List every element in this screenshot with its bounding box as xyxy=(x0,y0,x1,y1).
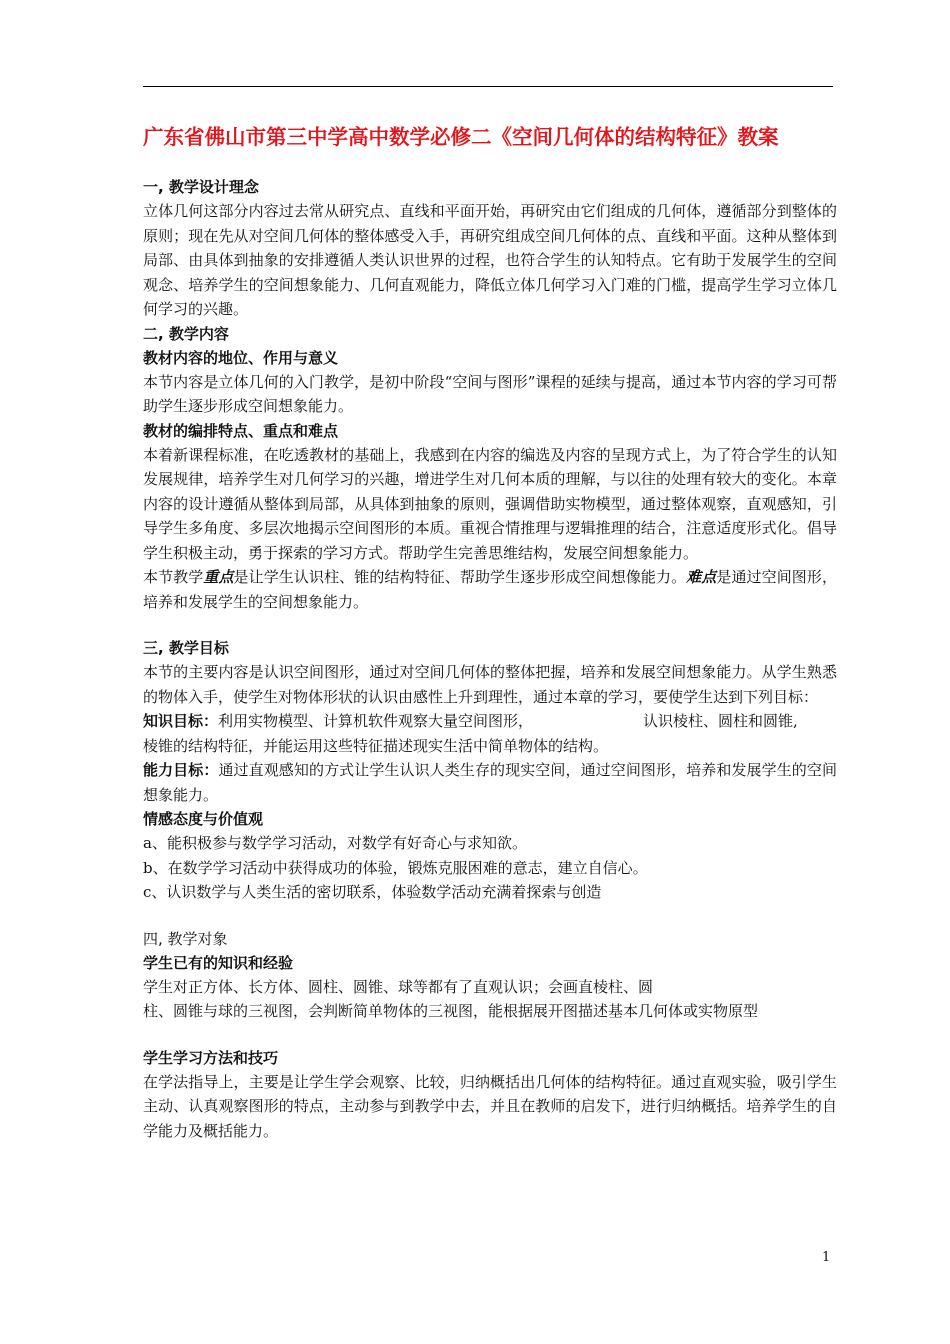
difficulty-label: 难点 xyxy=(686,568,717,586)
section-3-paragraph: 本节的主要内容是认识空间图形，通过对空间几何体的整体把握，培养和发展空间想象能力。从学生熟悉的物体入手，使学生对物体形状的认识由感性上升到理性，通过本章的学习，要使学生达到下列目标： xyxy=(143,663,837,706)
emotion-goal-item: a、能积极参与数学学习活动，对数学有好奇心与求知欲。 xyxy=(143,834,527,852)
section-2-paragraph-1: 本节内容是立体几何的入门教学，是初中阶段“空间与图形”课程的延续与提高，通过本节内容的学习可帮助学生逐步形成空间想象能力。 xyxy=(143,372,837,415)
emotion-goal-heading: 情感态度与价值观 xyxy=(143,810,264,828)
document-title: 广东省佛山市第三中学高中数学必修二《空间几何体的结构特征》教案 xyxy=(143,125,779,149)
section-4-subheading-1: 学生已有的知识和经验 xyxy=(143,953,294,972)
knowledge-goal-line-1 xyxy=(143,709,837,734)
knowledge-goal-line-2: 棱锥的结构特征，并能运用这些特征描述现实生活中简单物体的结构。 xyxy=(143,736,609,755)
key-point-intro: 本节教学 xyxy=(143,568,204,586)
knowledge-goal-label: 知识目标： xyxy=(143,712,219,730)
section-4-subheading-2: 学生学习方法和技巧 xyxy=(143,1048,279,1067)
knowledge-goal-text-b: 认识棱柱、圆柱和圆锥, xyxy=(643,712,798,730)
page-number: 1 xyxy=(822,1250,831,1265)
section-2-subheading-2: 教材的编排特点、重点和难点 xyxy=(143,421,339,440)
emotion-goal-item: b、在数学学习活动中获得成功的体验，锻炼克服困难的意志，建立自信心。 xyxy=(143,858,648,877)
section-1-heading: 一, 教学设计理念 xyxy=(143,178,259,196)
section-3-heading: 三, 教学目标 xyxy=(143,639,229,657)
section-4-heading: 四, 教学对象 xyxy=(143,929,228,948)
section-2-paragraph-3 xyxy=(143,565,837,614)
emotion-goal-item: c、认识数学与人类生活的密切联系，体验数学活动充满着探索与创造 xyxy=(143,883,602,901)
difficulty-text: 是通过空间图形，培养和发展学生的空间想象能力。 xyxy=(143,568,837,611)
key-point-label: 重点 xyxy=(203,568,234,586)
header-rule xyxy=(143,86,833,87)
ability-goal-label: 能力目标： xyxy=(143,761,219,779)
section-4-line-2: 柱、圆锥与球的三视图，会判断简单物体的三视图，能根据展开图描述基本几何体或实物原型 xyxy=(143,1002,759,1020)
ability-goal-text: 通过直观感知的方式让学生认识人类生存的现实空间，通过空间图形，培养和发展学生的空间想象能力。 xyxy=(143,761,837,804)
key-point-text: 是让学生认识柱、锥的结构特征、帮助学生逐步形成空间想像能力。 xyxy=(233,568,687,586)
section-4-line-1: 学生对正方体、长方体、圆柱、圆锥、球等都有了直观认识；会画直棱柱、圆 xyxy=(143,977,654,996)
section-2-subheading-1: 教材内容的地位、作用与意义 xyxy=(143,348,339,367)
section-2-heading: 二, 教学内容 xyxy=(143,324,229,343)
section-1-paragraph: 立体几何这部分内容过去常从研究点、直线和平面开始，再研究由它们组成的几何体，遵循部分到整体的原则；现在先从对空间几何体的整体感受入手，再研究组成空间几何体的点、直线和平面。这种从整体到局部、由具体到抽象的安排遵循人类认识世界的过程，也符合学生的认知特点。它有助于发展学生的空间观念、培养学生的空间想象能力、几何直观能力，降低立体几何学习入门难的门槛，提高学生学习立体几何学习的兴趣。 xyxy=(143,202,837,318)
document-body xyxy=(143,175,837,1143)
knowledge-goal-text-a: 利用实物模型、计算机软件观察大量空间图形， xyxy=(218,712,534,730)
ability-goal xyxy=(143,758,837,807)
section-2-paragraph-2: 本着新课程标准，在吃透教材的基础上，我感到在内容的编选及内容的呈现方式上，为了符合学生的认知发展规律，培养学生对几何学习的兴趣，增进学生对几何本质的理解，与以往的处理有较大的变化。本章内容的设计遵循从整体到局部，从具体到抽象的原则，强调借助实物模型，通过整体观察，直观感知，引导学生多角度、多层次地揭示空间图形的本质。重视合情推理与逻辑推理的结合，注意适度形式化。倡导学生积极主动，勇于探索的学习方式。帮助学生完善思维结构，发展空间想象能力。 xyxy=(143,445,837,562)
section-4-paragraph: 在学法指导上，主要是让学生学会观察、比较，归纳概括出几何体的结构特征。通过直观实验，吸引学生主动、认真观察图形的特点，主动参与到教学中去，并且在教师的启发下，进行归纳概括。培养学生的自学能力及概括能力。 xyxy=(143,1072,837,1140)
